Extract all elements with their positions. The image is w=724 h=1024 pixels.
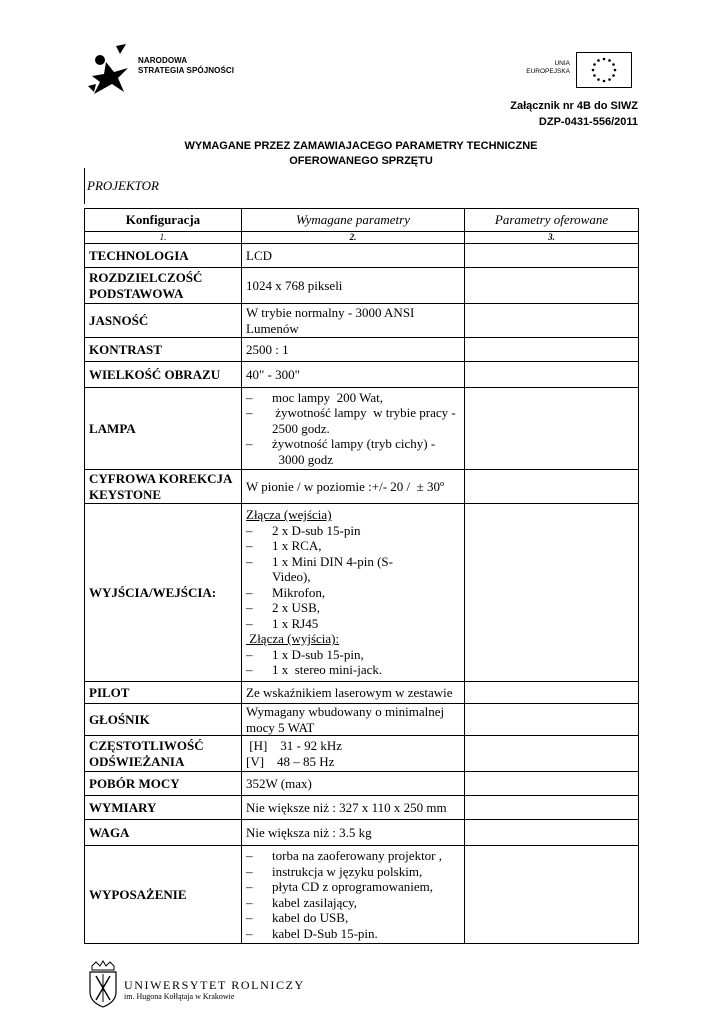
row-name-line: WYPOSAŻENIE <box>89 886 187 902</box>
eu-star-icon <box>592 69 595 72</box>
bullet-dash: – <box>246 584 253 600</box>
eu-star-icon <box>614 69 617 72</box>
spec-table <box>84 208 639 944</box>
value-line: Złącza (wyjścia): <box>246 631 340 647</box>
value-line: LCD <box>246 247 272 263</box>
value-text: 2500 godz. <box>272 420 330 436</box>
bullet-dash: – <box>246 389 253 405</box>
nss-emblem-icon <box>86 42 136 98</box>
eu-star-icon <box>612 74 615 77</box>
table-row <box>85 388 639 470</box>
header-oferowane: Parametry oferowane <box>465 209 639 232</box>
value-line: Nie większe niż : 327 x 110 x 250 mm <box>246 799 447 815</box>
bullet-dash: – <box>246 848 253 863</box>
value-line <box>246 452 460 468</box>
value-line: W pionie / w poziomie :+/- 20 / ± 30º <box>246 478 445 494</box>
value-line <box>246 895 460 911</box>
value-text: 1 x Mini DIN 4-pin (S- <box>272 553 393 569</box>
row-name <box>85 796 242 820</box>
row-required-value <box>242 820 465 846</box>
narodowa-strategia-logo <box>86 42 236 98</box>
row-name <box>85 504 242 682</box>
table-row <box>85 304 639 338</box>
value-line: 352W (max) <box>246 775 312 791</box>
bullet-dash <box>246 569 272 585</box>
row-name <box>85 736 242 772</box>
header-konfiguracja: Konfiguracja <box>85 209 242 232</box>
section-label: PROJEKTOR <box>87 178 159 193</box>
bullet-dash: – <box>246 553 253 569</box>
column-number-row <box>85 232 639 244</box>
value-text: torba na zaoferowany projektor , <box>272 848 443 863</box>
value-text: Video), <box>272 569 311 585</box>
row-offered-value[interactable] <box>465 388 639 470</box>
row-name-line: ROZDZIELCZOŚĆ <box>89 270 203 285</box>
row-required-value <box>242 704 465 736</box>
value-text: 2 x USB, <box>272 600 321 616</box>
bullet-dash: – <box>246 879 253 894</box>
table-header-row <box>85 209 639 232</box>
row-offered-value[interactable] <box>465 304 639 338</box>
value-line: [V] 48 – 85 Hz <box>246 753 335 769</box>
value-line <box>246 554 460 570</box>
row-name-line: TECHNOLOGIA <box>89 247 189 263</box>
row-offered-value[interactable] <box>465 268 639 304</box>
row-required-value <box>242 470 465 504</box>
eu-line-1: UNIA <box>554 60 570 67</box>
eu-star-icon <box>597 78 600 81</box>
value-text: Mikrofon, <box>272 584 326 600</box>
value-line <box>246 405 460 421</box>
value-line <box>246 569 460 585</box>
row-name-line: KEYSTONE <box>89 486 162 502</box>
value-text: kabel zasilający, <box>272 894 358 910</box>
row-name-line: WIELKOŚĆ OBRAZU <box>89 366 221 382</box>
row-name <box>85 470 242 504</box>
section-frame <box>84 168 639 204</box>
value-line <box>246 662 460 678</box>
row-required-value <box>242 338 465 362</box>
row-name-line: CYFROWA KOREKCJA <box>89 471 233 486</box>
eu-star-icon <box>593 63 596 66</box>
row-name <box>85 820 242 846</box>
row-offered-value[interactable] <box>465 736 639 772</box>
value-line: Złącza (wejścia) <box>246 507 332 523</box>
value-text: 1 x stereo mini-jack. <box>272 662 383 678</box>
bullet-dash <box>246 421 272 437</box>
value-line <box>246 421 460 437</box>
value-text: żywotność lampy (tryb cichy) - <box>272 436 436 452</box>
title-line-1: WYMAGANE PRZEZ ZAMAWIAJACEGO PARAMETRY TECHNICZNE <box>184 140 538 152</box>
row-name-line: JASNOŚĆ <box>89 312 149 328</box>
row-name <box>85 338 242 362</box>
row-required-value <box>242 388 465 470</box>
eu-star-icon <box>612 63 615 66</box>
value-line: 2500 : 1 <box>246 341 289 357</box>
bullet-dash: – <box>246 522 253 538</box>
value-text: kabel D-Sub 15-pin. <box>272 925 378 941</box>
value-text: 1 x D-sub 15-pin, <box>272 646 364 662</box>
row-required-value <box>242 304 465 338</box>
table-row <box>85 244 639 268</box>
value-line <box>246 910 460 926</box>
value-text: instrukcja w języku polskim, <box>272 863 423 879</box>
table-row <box>85 682 639 704</box>
value-line: W trybie normalny - 3000 ANSI <box>246 305 415 320</box>
value-line: 40" - 300" <box>246 366 300 382</box>
university-crest-icon <box>86 960 120 1008</box>
bullet-dash: – <box>246 538 253 554</box>
col-number-1: 1. <box>85 232 242 244</box>
value-line <box>246 523 460 539</box>
col-number-2: 2. <box>242 232 465 244</box>
row-offered-value[interactable] <box>465 682 639 704</box>
row-required-value <box>242 796 465 820</box>
row-offered-value[interactable] <box>465 362 639 388</box>
value-line: [H] 31 - 92 kHz <box>246 738 343 753</box>
bullet-dash <box>246 452 272 468</box>
row-required-value <box>242 362 465 388</box>
value-line: Lumenów <box>246 320 299 336</box>
table-row <box>85 268 639 304</box>
row-name <box>85 388 242 470</box>
table-row <box>85 338 639 362</box>
annex-line-1: Załącznik nr 4B do SIWZ <box>510 100 638 112</box>
value-line <box>246 848 460 864</box>
value-line: Wymagany wbudowany o minimalnej <box>246 704 445 719</box>
row-required-value <box>242 268 465 304</box>
row-name <box>85 682 242 704</box>
row-name-line: CZĘSTOTLIWOŚĆ <box>89 738 204 753</box>
value-text: moc lampy 200 Wat, <box>272 389 384 405</box>
row-offered-value[interactable] <box>465 338 639 362</box>
value-text: 1 x RJ45 <box>272 615 319 631</box>
value-text: płyta CD z oprogramowaniem, <box>272 879 434 894</box>
row-required-value <box>242 736 465 772</box>
row-offered-value[interactable] <box>465 470 639 504</box>
row-name-line: WAGA <box>89 824 130 840</box>
row-required-value <box>242 504 465 682</box>
row-name <box>85 244 242 268</box>
row-required-value <box>242 682 465 704</box>
eu-star-icon <box>608 59 611 62</box>
row-name-line: PODSTAWOWA <box>89 285 184 301</box>
title-line-2: OFEROWANEGO SPRZĘTU <box>289 155 433 167</box>
row-offered-value[interactable] <box>465 796 639 820</box>
value-line: mocy 5 WAT <box>246 719 315 735</box>
university-name: UNIWERSYTET ROLNICZY <box>124 978 305 992</box>
row-name <box>85 304 242 338</box>
row-name-line: POBÓR MOCY <box>89 775 180 791</box>
table-row <box>85 820 639 846</box>
annex-line-2: DZP-0431-556/2011 <box>538 116 638 128</box>
row-name-line: WYMIARY <box>89 799 157 815</box>
row-name-line: GŁOŚNIK <box>89 711 150 727</box>
table-row <box>85 736 639 772</box>
row-required-value <box>242 772 465 796</box>
value-line <box>246 600 460 616</box>
value-line: 1024 x 768 pikseli <box>246 277 343 293</box>
bullet-dash: – <box>246 600 253 616</box>
eu-flag-icon <box>576 52 632 88</box>
value-line <box>246 647 460 663</box>
row-offered-value[interactable] <box>465 820 639 846</box>
value-line <box>246 585 460 601</box>
bullet-dash: – <box>246 646 253 662</box>
value-line <box>246 390 460 406</box>
value-text: 1 x RCA, <box>272 538 322 554</box>
bullet-dash: – <box>246 894 253 910</box>
value-line <box>246 538 460 554</box>
value-line: Ze wskaźnikiem laserowym w zestawie <box>246 684 453 700</box>
value-line <box>246 879 460 895</box>
row-name <box>85 362 242 388</box>
value-line: Nie większa niż : 3.5 kg <box>246 824 372 840</box>
value-line <box>246 436 460 452</box>
eu-star-icon <box>608 78 611 81</box>
bullet-dash: – <box>246 925 253 941</box>
eu-star-icon <box>593 74 596 77</box>
bullet-dash: – <box>246 863 253 879</box>
row-name-line: WYJŚCIA/WEJŚCIA: <box>89 584 217 600</box>
bullet-dash: – <box>246 615 253 631</box>
value-text: kabel do USB, <box>272 910 349 925</box>
value-line <box>246 926 460 942</box>
value-text: 2 x D-sub 15-pin <box>272 522 361 538</box>
bullet-dash: – <box>246 662 253 678</box>
row-offered-value[interactable] <box>465 772 639 796</box>
bullet-dash: – <box>246 405 253 421</box>
table-row <box>85 796 639 820</box>
row-name-line: PILOT <box>89 684 130 700</box>
value-line <box>246 864 460 880</box>
document-title <box>90 139 632 169</box>
row-offered-value[interactable] <box>465 504 639 682</box>
header-wymagane: Wymagane parametry <box>242 209 465 232</box>
logo-line-1: NARODOWA <box>138 56 188 65</box>
row-offered-value[interactable] <box>465 846 639 944</box>
row-name-line: LAMPA <box>89 420 136 436</box>
table-row <box>85 704 639 736</box>
row-offered-value[interactable] <box>465 704 639 736</box>
eu-star-icon <box>603 80 606 83</box>
row-offered-value[interactable] <box>465 244 639 268</box>
table-row <box>85 846 639 944</box>
annex-reference <box>510 98 638 130</box>
eu-logo <box>520 52 632 88</box>
row-required-value <box>242 846 465 944</box>
bullet-dash: – <box>246 436 253 452</box>
eu-star-icon <box>597 59 600 62</box>
value-text: 3000 godz <box>272 451 334 467</box>
row-name <box>85 846 242 944</box>
value-text: żywotność lampy w trybie pracy - <box>272 405 456 421</box>
eu-line-2: EUROPEJSKA <box>526 68 570 75</box>
row-required-value <box>242 244 465 268</box>
table-row <box>85 362 639 388</box>
row-name-line: KONTRAST <box>89 341 162 357</box>
row-name <box>85 704 242 736</box>
university-logo <box>86 960 346 1010</box>
table-row <box>85 470 639 504</box>
row-name-line: ODŚWIEŻANIA <box>89 753 185 769</box>
university-subtitle: im. Hugona Kołłątaja w Krakowie <box>124 992 235 1001</box>
bullet-dash: – <box>246 910 253 925</box>
logo-line-2: STRATEGIA SPÓJNOŚCI <box>138 66 235 75</box>
table-row <box>85 772 639 796</box>
row-name <box>85 268 242 304</box>
table-row <box>85 504 639 682</box>
row-name <box>85 772 242 796</box>
col-number-3: 3. <box>465 232 639 244</box>
eu-star-icon <box>603 58 606 61</box>
value-line <box>246 616 460 632</box>
